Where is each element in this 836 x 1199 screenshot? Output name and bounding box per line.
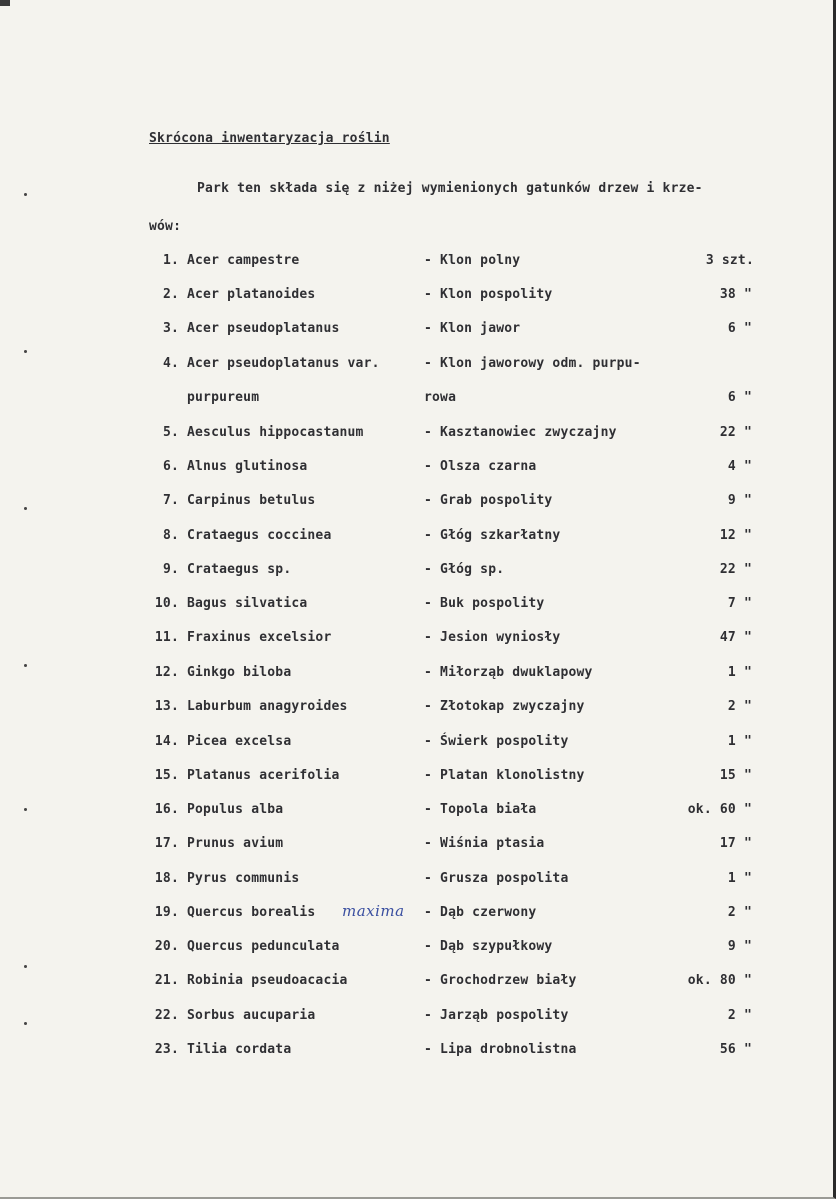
polish-name: - Dąb czerwony xyxy=(424,905,537,920)
item-number: 4. xyxy=(162,356,179,371)
item-number: 22. xyxy=(154,1008,179,1023)
item-number: 20. xyxy=(154,939,179,954)
polish-name: - Topola biała xyxy=(424,802,537,817)
item-number: 15. xyxy=(154,768,179,783)
latin-name: Ginkgo biloba xyxy=(187,665,292,680)
list-item xyxy=(0,973,836,993)
item-number: 9. xyxy=(162,562,179,577)
item-number: 19. xyxy=(154,905,179,920)
document-title: Skrócona inwentaryzacja roślin xyxy=(149,131,390,146)
list-item xyxy=(0,902,836,925)
latin-name: Fraxinus excelsior xyxy=(187,630,332,645)
quantity: 1 " xyxy=(727,734,752,749)
quantity: 2 " xyxy=(727,1008,752,1023)
item-number: 7. xyxy=(162,493,179,508)
item-number: 10. xyxy=(154,596,179,611)
list-item xyxy=(0,390,836,410)
latin-name: Acer pseudoplatanus var. xyxy=(187,356,380,371)
latin-name: Bagus silvatica xyxy=(187,596,308,611)
polish-name: - Grusza pospolita xyxy=(424,871,569,886)
intro-line-2: wów: xyxy=(149,219,182,234)
item-number: 21. xyxy=(154,973,179,988)
list-item xyxy=(0,596,836,616)
list-item xyxy=(0,802,836,822)
polish-name: - Świerk pospolity xyxy=(424,734,569,749)
quantity: 38 " xyxy=(719,287,752,302)
quantity: 3 szt. xyxy=(705,253,754,268)
list-item xyxy=(0,665,836,685)
polish-name: - Buk pospolity xyxy=(424,596,545,611)
quantity: 6 " xyxy=(727,321,752,336)
list-item xyxy=(0,734,836,754)
quantity: 2 " xyxy=(727,699,752,714)
polish-name: - Jesion wyniosły xyxy=(424,630,561,645)
latin-name: Alnus glutinosa xyxy=(187,459,308,474)
latin-name: Prunus avium xyxy=(187,836,284,851)
quantity: 12 " xyxy=(719,528,752,543)
latin-name: purpureum xyxy=(187,390,260,405)
list-item xyxy=(0,836,836,856)
latin-name: Acer campestre xyxy=(187,253,300,268)
margin-dot xyxy=(24,193,27,196)
list-item xyxy=(0,699,836,719)
polish-name: - Klon pospolity xyxy=(424,287,553,302)
quantity: 22 " xyxy=(719,425,752,440)
polish-name: rowa xyxy=(424,390,457,405)
quantity: 22 " xyxy=(719,562,752,577)
quantity: 15 " xyxy=(719,768,752,783)
list-item xyxy=(0,356,836,376)
polish-name: - Dąb szypułkowy xyxy=(424,939,553,954)
item-number: 3. xyxy=(162,321,179,336)
quantity: 1 " xyxy=(727,871,752,886)
polish-name: - Olsza czarna xyxy=(424,459,537,474)
polish-name: - Jarząb pospolity xyxy=(424,1008,569,1023)
latin-name: Quercus pedunculata xyxy=(187,939,340,954)
list-item xyxy=(0,1042,836,1062)
latin-name: Sorbus aucuparia xyxy=(187,1008,316,1023)
quantity: 6 " xyxy=(727,390,752,405)
list-item xyxy=(0,321,836,341)
intro-line-1: Park ten składa się z niżej wymienionych gatunków drzew i krze- xyxy=(197,181,703,196)
polish-name: - Klon jawor xyxy=(424,321,521,336)
list-item xyxy=(0,562,836,582)
item-number: 16. xyxy=(154,802,179,817)
item-number: 6. xyxy=(162,459,179,474)
latin-name: Pyrus communis xyxy=(187,871,300,886)
quantity: ok. 80 " xyxy=(687,973,752,988)
quantity: 4 " xyxy=(727,459,752,474)
item-number: 11. xyxy=(154,630,179,645)
list-item xyxy=(0,493,836,513)
item-number: 18. xyxy=(154,871,179,886)
list-item xyxy=(0,528,836,548)
latin-name: Laburbum anagyroides xyxy=(187,699,348,714)
polish-name: - Głóg sp. xyxy=(424,562,505,577)
quantity: 9 " xyxy=(727,493,752,508)
list-item xyxy=(0,459,836,479)
polish-name: - Platan klonolistny xyxy=(424,768,585,783)
polish-name: - Głóg szkarłatny xyxy=(424,528,561,543)
latin-name: Platanus acerifolia xyxy=(187,768,340,783)
item-number: 12. xyxy=(154,665,179,680)
item-number: 8. xyxy=(162,528,179,543)
latin-name: Acer platanoides xyxy=(187,287,316,302)
latin-name: Acer pseudoplatanus xyxy=(187,321,340,336)
list-item xyxy=(0,287,836,307)
item-number: 2. xyxy=(162,287,179,302)
item-number: 13. xyxy=(154,699,179,714)
item-number: 14. xyxy=(154,734,179,749)
polish-name: - Miłorząb dwuklapowy xyxy=(424,665,593,680)
latin-name: Tilia cordata xyxy=(187,1042,292,1057)
latin-name: Crataegus coccinea xyxy=(187,528,332,543)
item-number: 1. xyxy=(162,253,179,268)
latin-name: Aesculus hippocastanum xyxy=(187,425,364,440)
latin-name: Robinia pseudoacacia xyxy=(187,973,348,988)
polish-name: - Klon jaworowy odm. purpu- xyxy=(424,356,641,371)
quantity: 2 " xyxy=(727,905,752,920)
handwritten-annotation: maxima xyxy=(342,902,405,920)
quantity: 17 " xyxy=(719,836,752,851)
polish-name: - Grab pospolity xyxy=(424,493,553,508)
item-number: 5. xyxy=(162,425,179,440)
polish-name: - Klon polny xyxy=(424,253,521,268)
quantity: 47 " xyxy=(719,630,752,645)
latin-name: Picea excelsa xyxy=(187,734,292,749)
margin-dot xyxy=(24,965,27,968)
quantity: 56 " xyxy=(719,1042,752,1057)
list-item xyxy=(0,253,836,273)
latin-name: Crataegus sp. xyxy=(187,562,292,577)
latin-name: Populus alba xyxy=(187,802,284,817)
polish-name: - Grochodrzew biały xyxy=(424,973,577,988)
quantity: ok. 60 " xyxy=(687,802,752,817)
polish-name: - Lipa drobnolistna xyxy=(424,1042,577,1057)
quantity: 1 " xyxy=(727,665,752,680)
item-number: 23. xyxy=(154,1042,179,1057)
polish-name: - Złotokap zwyczajny xyxy=(424,699,585,714)
list-item xyxy=(0,630,836,650)
list-item xyxy=(0,1008,836,1028)
list-item xyxy=(0,871,836,891)
list-item xyxy=(0,425,836,445)
latin-name: Carpinus betulus xyxy=(187,493,316,508)
latin-name: Quercus borealis xyxy=(187,905,316,920)
quantity: 7 " xyxy=(727,596,752,611)
margin-dot xyxy=(24,350,27,353)
corner-mark xyxy=(0,0,10,6)
polish-name: - Kasztanowiec zwyczajny xyxy=(424,425,617,440)
polish-name: - Wiśnia ptasia xyxy=(424,836,545,851)
list-item xyxy=(0,768,836,788)
list-item xyxy=(0,939,836,959)
quantity: 9 " xyxy=(727,939,752,954)
item-number: 17. xyxy=(154,836,179,851)
